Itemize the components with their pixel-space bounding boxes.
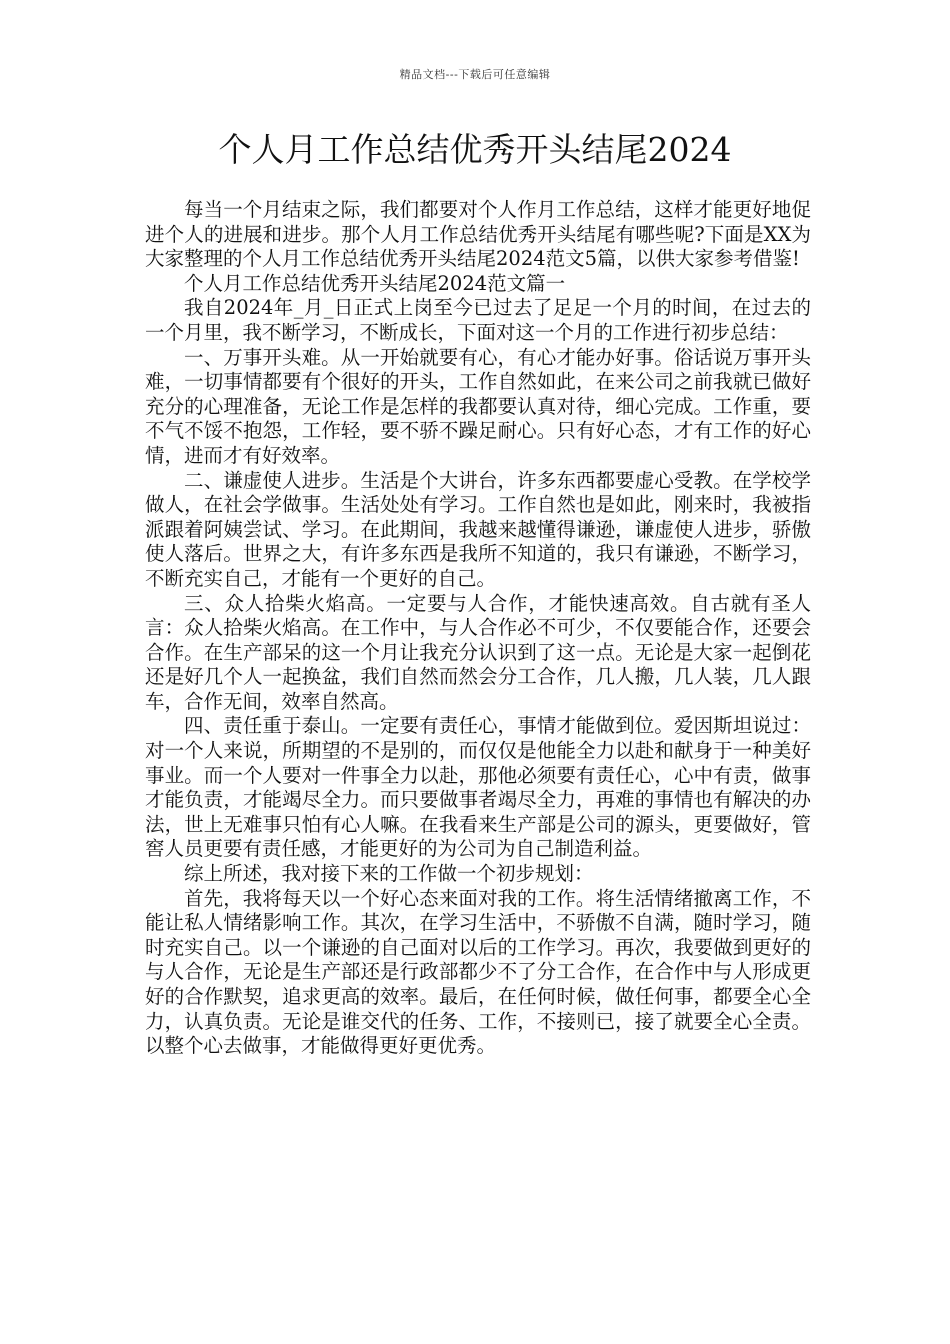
body-paragraph: 我自2024年_月_日正式上岗至今已过去了足足一个月的时间，在过去的一个月里，我不断学习，不断成长，下面对这一个月的工作进行初步总结： (145, 296, 811, 344)
document-body (145, 198, 811, 1059)
intro-paragraph: 每当一个月结束之际，我们都要对个人作月工作总结，这样才能更好地促进个人的进展和进步。那个人月工作总结优秀开头结尾有哪些呢?下面是XX为大家整理的个人月工作总结优秀开头结尾2024范文5篇，以供大家参考借鉴! (145, 198, 811, 271)
document-title: 个人月工作总结优秀开头结尾2024 (218, 130, 732, 169)
body-paragraph: 二、谦虚使人进步。生活是个大讲台，许多东西都要虚心受教。在学校学做人，在社会学做事。生活处处有学习。工作自然也是如此，刚来时，我被指派跟着阿姨尝试、学习。在此期间，我越来越懂得谦逊，谦虚使人进步，骄傲使人落后。世界之大，有许多东西是我所不知道的，我只有谦逊，不断学习，不断充实自己，才能有一个更好的自己。 (145, 468, 811, 590)
header-note: 精品文档---下载后可任意编辑 (399, 68, 551, 81)
body-paragraph: 三、众人拾柴火焰高。一定要与人合作，才能快速高效。自古就有圣人言：众人拾柴火焰高。在工作中，与人合作必不可少，不仅要能合作，还要会合作。在生产部呆的这一个月让我充分认识到了这一点。无论是大家一起倒花还是好几个人一起换盆，我们自然而然会分工合作，几人搬，几人装，几人跟车，合作无间，效率自然高。 (145, 591, 811, 713)
body-paragraph: 首先，我将每天以一个好心态来面对我的工作。将生活情绪撤离工作，不能让私人情绪影响工作。其次，在学习生活中，不骄傲不自满，随时学习，随时充实自己。以一个谦逊的自己面对以后的工作学习。再次，我要做到更好的与人合作，无论是生产部还是行政部都少不了分工合作，在合作中与人形成更好的合作默契，追求更高的效率。最后，在任何时候，做任何事，都要全心全力，认真负责。无论是谁交代的任务、工作，不接则已，接了就要全心全责。以整个心去做事，才能做得更好更优秀。 (145, 886, 811, 1058)
section-heading: 个人月工作总结优秀开头结尾2024范文篇一 (184, 271, 566, 295)
body-paragraph: 四、责任重于泰山。一定要有责任心，事情才能做到位。爱因斯坦说过：对一个人来说，所期望的不是别的，而仅仅是他能全力以赴和献身于一种美好事业。而一个人要对一件事全力以赴，那他必须要有责任心，心中有责，做事才能负责，才能竭尽全力。而只要做事者竭尽全力，再难的事情也有解决的办法，世上无难事只怕有心人嘛。在我看来生产部是公司的源头，更要做好，管窖人员更要有责任感，才能更好的为公司为自己制造利益。 (145, 714, 811, 861)
body-paragraph: 综上所述，我对接下来的工作做一个初步规划： (184, 862, 594, 886)
body-paragraph: 一、万事开头难。从一开始就要有心，有心才能办好事。俗话说万事开头难，一切事情都要有个很好的开头，工作自然如此，在来公司之前我就已做好充分的心理准备，无论工作是怎样的我都要认真对待，细心完成。工作重，要不气不馁不抱怨，工作轻，要不骄不躁足耐心。只有好心态，才有工作的好心情，进而才有好效率。 (145, 345, 811, 467)
